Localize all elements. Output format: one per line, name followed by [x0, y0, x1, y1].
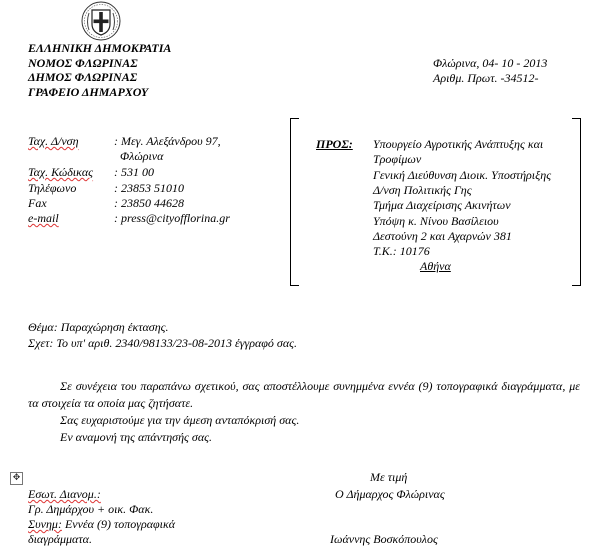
recipient-line-street: Δεστούνη 2 και Αχαρνών 381 [373, 229, 512, 243]
recipient-line-section: Τμήμα Διαχείρισης Ακινήτων [373, 198, 511, 212]
org-line-prefecture: ΝΟΜΟΣ ΦΛΩΡΙΝΑΣ [28, 55, 138, 70]
contact-label-email: e-mail [28, 211, 59, 225]
contact-value-email: : press@cityofflorina.gr [114, 211, 230, 225]
signatory-name: Ιωάννης Βοσκόπουλος [330, 532, 438, 546]
body-paragraph-1: Σε συνέχεια του παραπάνω σχετικού, σας αποστέλλουμε συνημμένα εννέα (9) τοπογραφικά διαγράμματα, με τα στοιχεία τα οποία μας ζητήσατε. [28, 379, 580, 410]
organization-header [28, 41, 171, 99]
distribution-value: Γρ. Δημάρχου + οικ. Φακ. [28, 502, 154, 516]
contact-value-address: : Μεγ. Αλεξάνδρου 97, [114, 134, 221, 148]
org-line-office: ΓΡΑΦΕΙΟ ΔΗΜΑΡΧΟΥ [28, 84, 149, 99]
contact-label-address: Ταχ. Δ/νση [28, 134, 79, 148]
recipient-line-city: Αθήνα [420, 259, 451, 273]
contact-value-phone: : 23853 51010 [114, 181, 184, 195]
recipient-line-directorate: Γενική Διεύθυνση Διοικ. Υποστήριξης [373, 168, 552, 182]
recipient-line-ministry: Υπουργείο Αγροτικής Ανάπτυξης και [373, 137, 544, 151]
body-paragraph-3: Εν αναμονή της απάντησής σας. [60, 430, 213, 444]
subject-line: Θέμα: Παραχώρηση έκτασης. [28, 320, 169, 334]
coat-of-arms-icon [80, 0, 122, 42]
attachments-line-2: διαγράμματα. [28, 532, 92, 546]
contact-label-postcode: Ταχ. Κώδικας [28, 165, 94, 179]
distribution-label: Εσωτ. Διανομ.: [28, 487, 101, 501]
contact-value-postcode: : 531 00 [114, 165, 154, 179]
contact-value-fax: : 23850 44628 [114, 196, 184, 210]
closing-regards: Με τιμή [370, 470, 408, 484]
recipient-line-department: Δ/νση Πολιτικής Γης [373, 183, 472, 197]
move-handle-icon[interactable]: ✥ [10, 472, 23, 485]
reference-line: Σχετ: Το υπ' αριθ. 2340/98133/23-08-2013 έγγραφό σας. [28, 336, 298, 350]
org-line-country: ΕΛΛΗΝΙΚΗ ΔΗΜΟΚΡΑΤΙΑ [28, 41, 172, 55]
place-date: Φλώρινα, 04- 10 - 2013 [433, 56, 548, 70]
body-paragraph-2: Σας ευχαριστούμε για την άμεση ανταπόκρισή σας. [60, 413, 300, 427]
recipient-line-postcode: Τ.Κ.: 10176 [373, 244, 430, 258]
contact-value-address-city: Φλώρινα [120, 149, 164, 163]
protocol-number: Αριθμ. Πρωτ. -34512- [433, 71, 539, 85]
recipient-line-attention: Υπόψη κ. Νίνου Βασίλειου [373, 214, 499, 228]
recipient-label: ΠΡΟΣ: [316, 137, 353, 151]
recipient-line-ministry-cont: Τροφίμων [373, 152, 422, 166]
letter-body [28, 378, 580, 446]
contact-label-phone: Τηλέφωνο [28, 181, 77, 195]
org-line-municipality: ΔΗΜΟΣ ΦΛΩΡΙΝΑΣ [28, 70, 138, 84]
contact-label-fax: Fax [28, 196, 47, 210]
signatory-title: Ο Δήμαρχος Φλώρινας [335, 487, 445, 501]
attachments-line: Συνημ: Εννέα (9) τοπογραφικά [28, 517, 176, 531]
